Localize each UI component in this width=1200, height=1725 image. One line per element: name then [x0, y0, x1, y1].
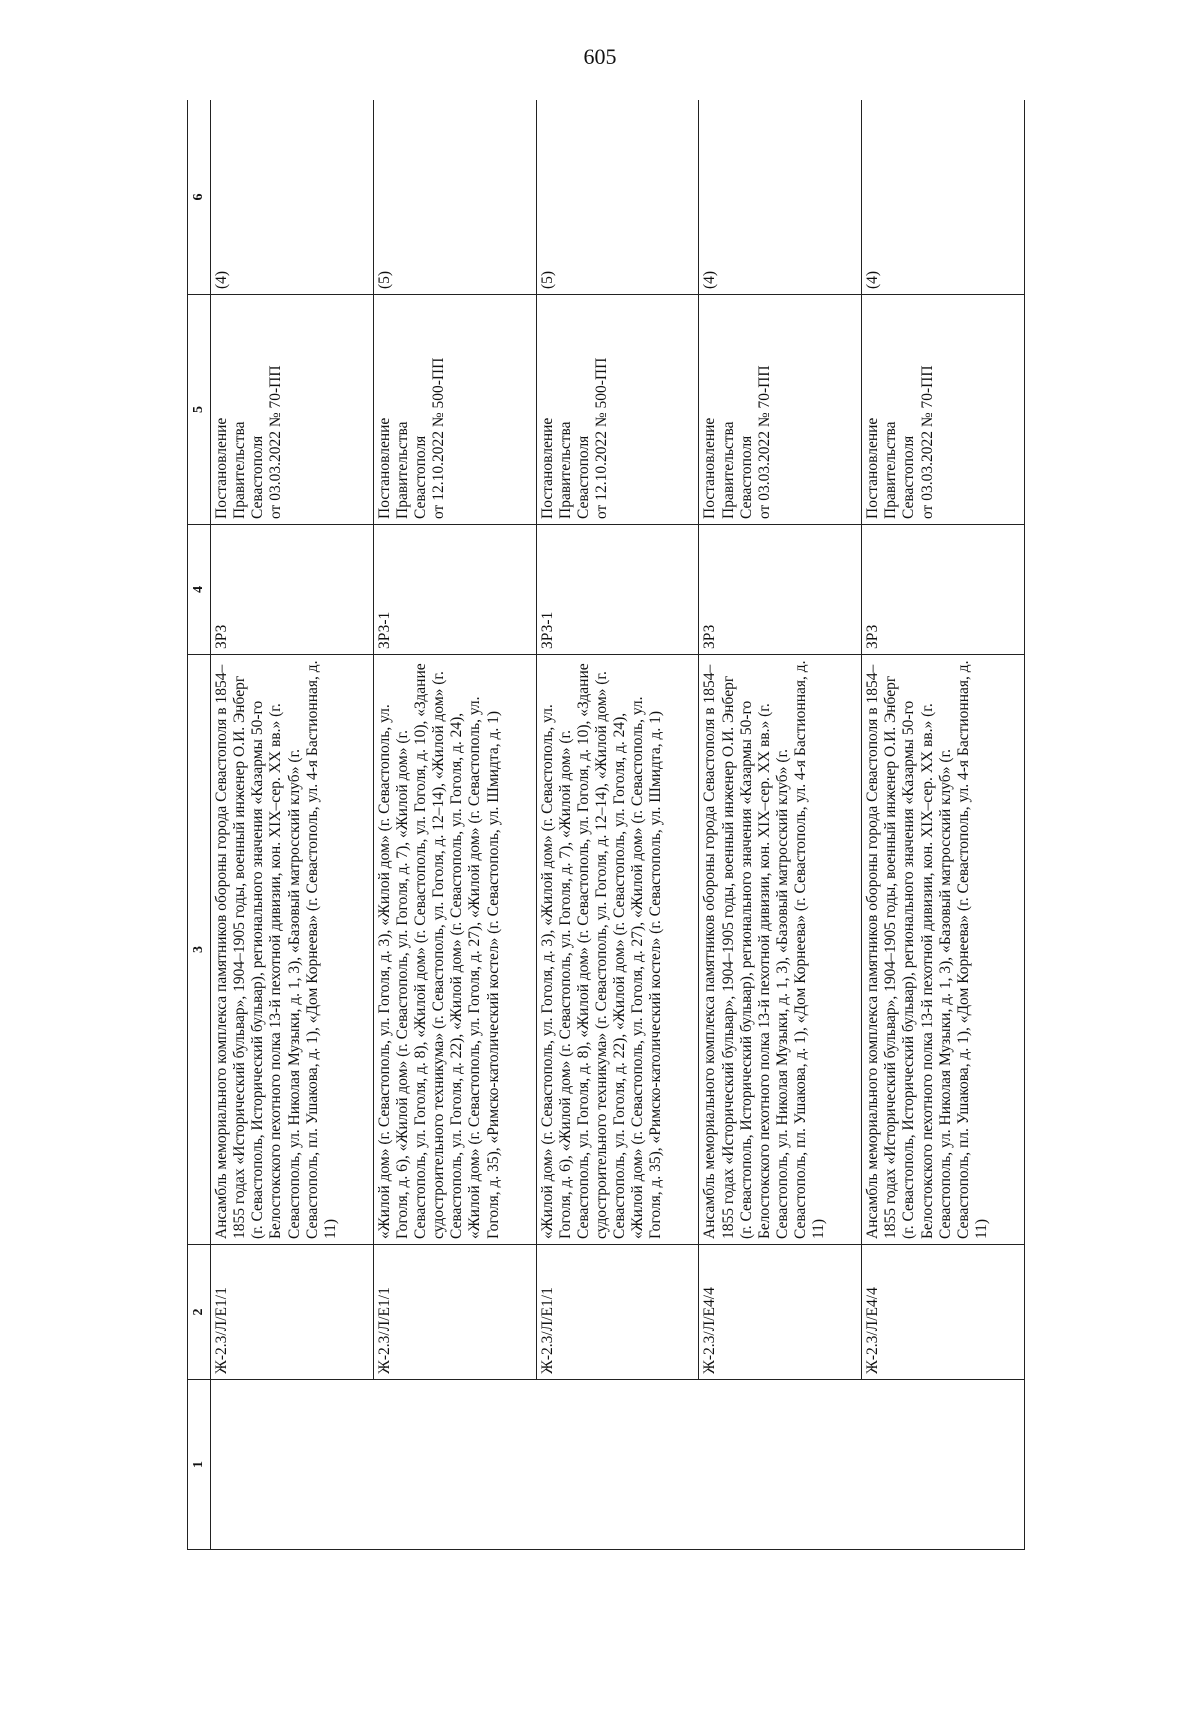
- cell-zone: ЗРЗ-1: [536, 525, 699, 655]
- act-line: от 03.03.2022 № 70-ПП: [918, 365, 936, 519]
- act-line: Правительства: [231, 421, 249, 519]
- cell-description: «Жилой дом» (г. Севастополь, ул. Гоголя, д. 3), «Жилой дом» (г. Севастополь, ул. Гоголя, д. 6), «Жилой дом» (г. Севастополь, ул. Гоголя, д. 7), «Жилой дом» (г. Севастополь, ул. Гоголя, д. 8), «Жилой дом» (г. Севастополь, ул. Гоголя, д. 10), «Здание судостроительного техникума» (г. Севастополь, ул. Гоголя, д. 12–14), «Жилой дом» (г. Севастополь, ул. Гоголя, д. 22), «Жилой дом» (г. Севастополь, ул. Гоголя, д. 24), «Жилой дом» (г. Севастополь, ул. Гоголя, д. 27), «Жилой дом» (г. Севастополь, ул. Гоголя, д. 35), «Римско-католический костел» (г. Севастополь, ул. Шмидта, д. 1): [536, 655, 699, 1245]
- cell-col1: [211, 1380, 1025, 1550]
- act-line: от 12.10.2022 № 500-ПП: [430, 357, 448, 519]
- cell-zone: ЗРЗ: [211, 525, 374, 655]
- cell-act: [862, 295, 1025, 525]
- act-line: Севастополя: [900, 435, 918, 519]
- rotated-table-wrapper: [187, 100, 1025, 1550]
- header-row: [188, 100, 211, 1550]
- act-line: Правительства: [393, 421, 411, 519]
- act-line: Севастополя: [412, 435, 430, 519]
- cell-description: Ансамбль мемориального комплекса памятников обороны города Севастополя в 1854–1855 годах «Исторический бульвар», 1904–1905 годы, военный инженер О.И. Энберг (г. Севастополь, Исторический бульвар), регионального значения «Казармы 50-го Белостокского пехотного полка 13-й пехотной дивизии, кон. XIX–сер. XX вв.» (г. Севастополь, ул. Николая Музыки, д. 1, 3), «Базовый матросский клуб» (г. Севастополь, пл. Ушакова, д. 1), «Дом Корнеева» (г. Севастополь, ул. 4-я Бастионная, д. 11): [211, 655, 374, 1245]
- header-col-2: 2: [188, 1245, 211, 1380]
- act-line: от 03.03.2022 № 70-ПП: [267, 365, 285, 519]
- cell-note: (4): [862, 100, 1025, 295]
- table-row: [699, 100, 862, 1550]
- cell-zone: ЗРЗ: [699, 525, 862, 655]
- act-line: Постановление: [701, 417, 719, 519]
- header-col-6: 6: [188, 100, 211, 295]
- header-col-1: 1: [188, 1380, 211, 1550]
- table-row: [211, 100, 374, 1550]
- cell-note: (5): [536, 100, 699, 295]
- act-line: Постановление: [538, 417, 556, 519]
- cell-note: (4): [211, 100, 374, 295]
- header-col-4: 4: [188, 525, 211, 655]
- cell-act: [536, 295, 699, 525]
- header-col-3: 3: [188, 655, 211, 1245]
- table-row: [536, 100, 699, 1550]
- act-line: Постановление: [213, 417, 230, 519]
- table-frame: [187, 100, 1025, 1550]
- act-line: Постановление: [864, 417, 882, 519]
- act-line: от 03.03.2022 № 70-ПП: [755, 365, 773, 519]
- cell-description: Ансамбль мемориального комплекса памятников обороны города Севастополя в 1854–1855 годах «Исторический бульвар», 1904–1905 годы, военный инженер О.И. Энберг (г. Севастополь, Исторический бульвар), регионального значения «Казармы 50-го Белостокского пехотного полка 13-й пехотной дивизии, кон. XIX–сер. XX вв.» (г. Севастополь, ул. Николая Музыки, д. 1, 3), «Базовый матросский клуб» (г. Севастополь, пл. Ушакова, д. 1), «Дом Корнеева» (г. Севастополь, ул. 4-я Бастионная, д. 11): [699, 655, 862, 1245]
- cell-code: Ж-2.3/Л/Е4/4: [699, 1245, 862, 1380]
- act-line: от 12.10.2022 № 500-ПП: [592, 357, 610, 519]
- act-line: Правительства: [556, 421, 574, 519]
- cell-act: [373, 295, 536, 525]
- cell-code: Ж-2.3/Л/Е1/1: [211, 1245, 374, 1380]
- cell-description: Ансамбль мемориального комплекса памятников обороны города Севастополя в 1854–1855 годах «Исторический бульвар», 1904–1905 годы, военный инженер О.И. Энберг (г. Севастополь, Исторический бульвар), регионального значения «Казармы 50-го Белостокского пехотного полка 13-й пехотной дивизии, кон. XIX–сер. XX вв.» (г. Севастополь, ул. Николая Музыки, д. 1, 3), «Базовый матросский клуб» (г. Севастополь, пл. Ушакова, д. 1), «Дом Корнеева» (г. Севастополь, ул. 4-я Бастионная, д. 11): [862, 655, 1025, 1245]
- act-line: Севастополя: [249, 435, 267, 519]
- cell-act: [211, 295, 374, 525]
- heritage-zone-table: [187, 100, 1025, 1550]
- cell-code: Ж-2.3/Л/Е1/1: [536, 1245, 699, 1380]
- cell-code: Ж-2.3/Л/Е1/1: [373, 1245, 536, 1380]
- cell-act: [699, 295, 862, 525]
- act-line: Севастополя: [574, 435, 592, 519]
- cell-code: Ж-2.3/Л/Е4/4: [862, 1245, 1025, 1380]
- page-number: 605: [583, 44, 617, 69]
- table-row: [373, 100, 536, 1550]
- act-line: Севастополя: [737, 435, 755, 519]
- table-row: [862, 100, 1025, 1550]
- header-col-5: 5: [188, 295, 211, 525]
- act-line: Правительства: [719, 421, 737, 519]
- cell-zone: ЗРЗ: [862, 525, 1025, 655]
- cell-note: (5): [373, 100, 536, 295]
- act-line: Правительства: [882, 421, 900, 519]
- act-line: Постановление: [375, 417, 393, 519]
- cell-note: (4): [699, 100, 862, 295]
- cell-description: «Жилой дом» (г. Севастополь, ул. Гоголя, д. 3), «Жилой дом» (г. Севастополь, ул. Гоголя, д. 6), «Жилой дом» (г. Севастополь, ул. Гоголя, д. 7), «Жилой дом» (г. Севастополь, ул. Гоголя, д. 8), «Жилой дом» (г. Севастополь, ул. Гоголя, д. 10), «Здание судостроительного техникума» (г. Севастополь, ул. Гоголя, д. 12–14), «Жилой дом» (г. Севастополь, ул. Гоголя, д. 22), «Жилой дом» (г. Севастополь, ул. Гоголя, д. 24), «Жилой дом» (г. Севастополь, ул. Гоголя, д. 27), «Жилой дом» (г. Севастополь, ул. Гоголя, д. 35), «Римско-католический костел» (г. Севастополь, ул. Шмидта, д. 1): [373, 655, 536, 1245]
- cell-zone: ЗРЗ-1: [373, 525, 536, 655]
